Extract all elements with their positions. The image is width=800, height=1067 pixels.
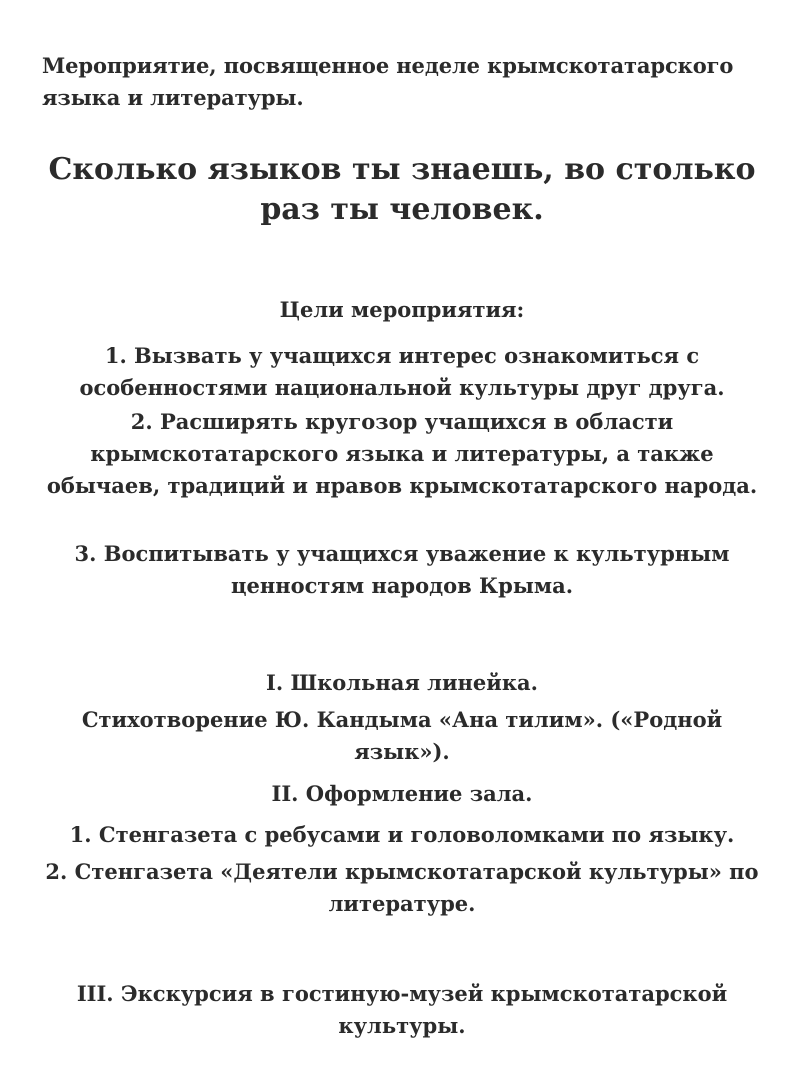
goal-item: 1. Вызвать у учащихся интерес ознакомиться с особенностями национальной культуры друг друга. — [79, 343, 725, 400]
page-title: Сколько языков ты знаешь, во столько раз ты человек. — [48, 152, 756, 227]
poem-line: Стихотворение Ю. Кандыма «Ана тилим». («Родной язык»). — [81, 707, 723, 764]
hall-item: 2. Стенгазета «Деятели крымскотатарской культуры» по литературе. — [45, 859, 759, 916]
section-heading-excursion: III. Экскурсия в гостиную-музей крымскотатарской культуры. — [76, 981, 728, 1038]
goal-item: 2. Расширять кругозор учащихся в области крымскотатарского языка и литературы, а также обычаев, традиций и нравов крымскотатарского народа. — [46, 409, 758, 498]
hall-item: 1. Стенгазета с ребусами и головоломками по языку. — [69, 822, 735, 847]
section-heading-school-assembly: I. Школьная линейка. — [266, 670, 538, 695]
event-intro: Мероприятие, посвященное неделе крымскотатарского языка и литературы. — [42, 53, 734, 110]
goals-heading: Цели мероприятия: — [279, 297, 525, 322]
goal-item: 3. Воспитывать у учащихся уважение к культурным ценностям народов Крыма. — [74, 541, 730, 598]
section-heading-hall-decoration: II. Оформление зала. — [271, 781, 533, 806]
